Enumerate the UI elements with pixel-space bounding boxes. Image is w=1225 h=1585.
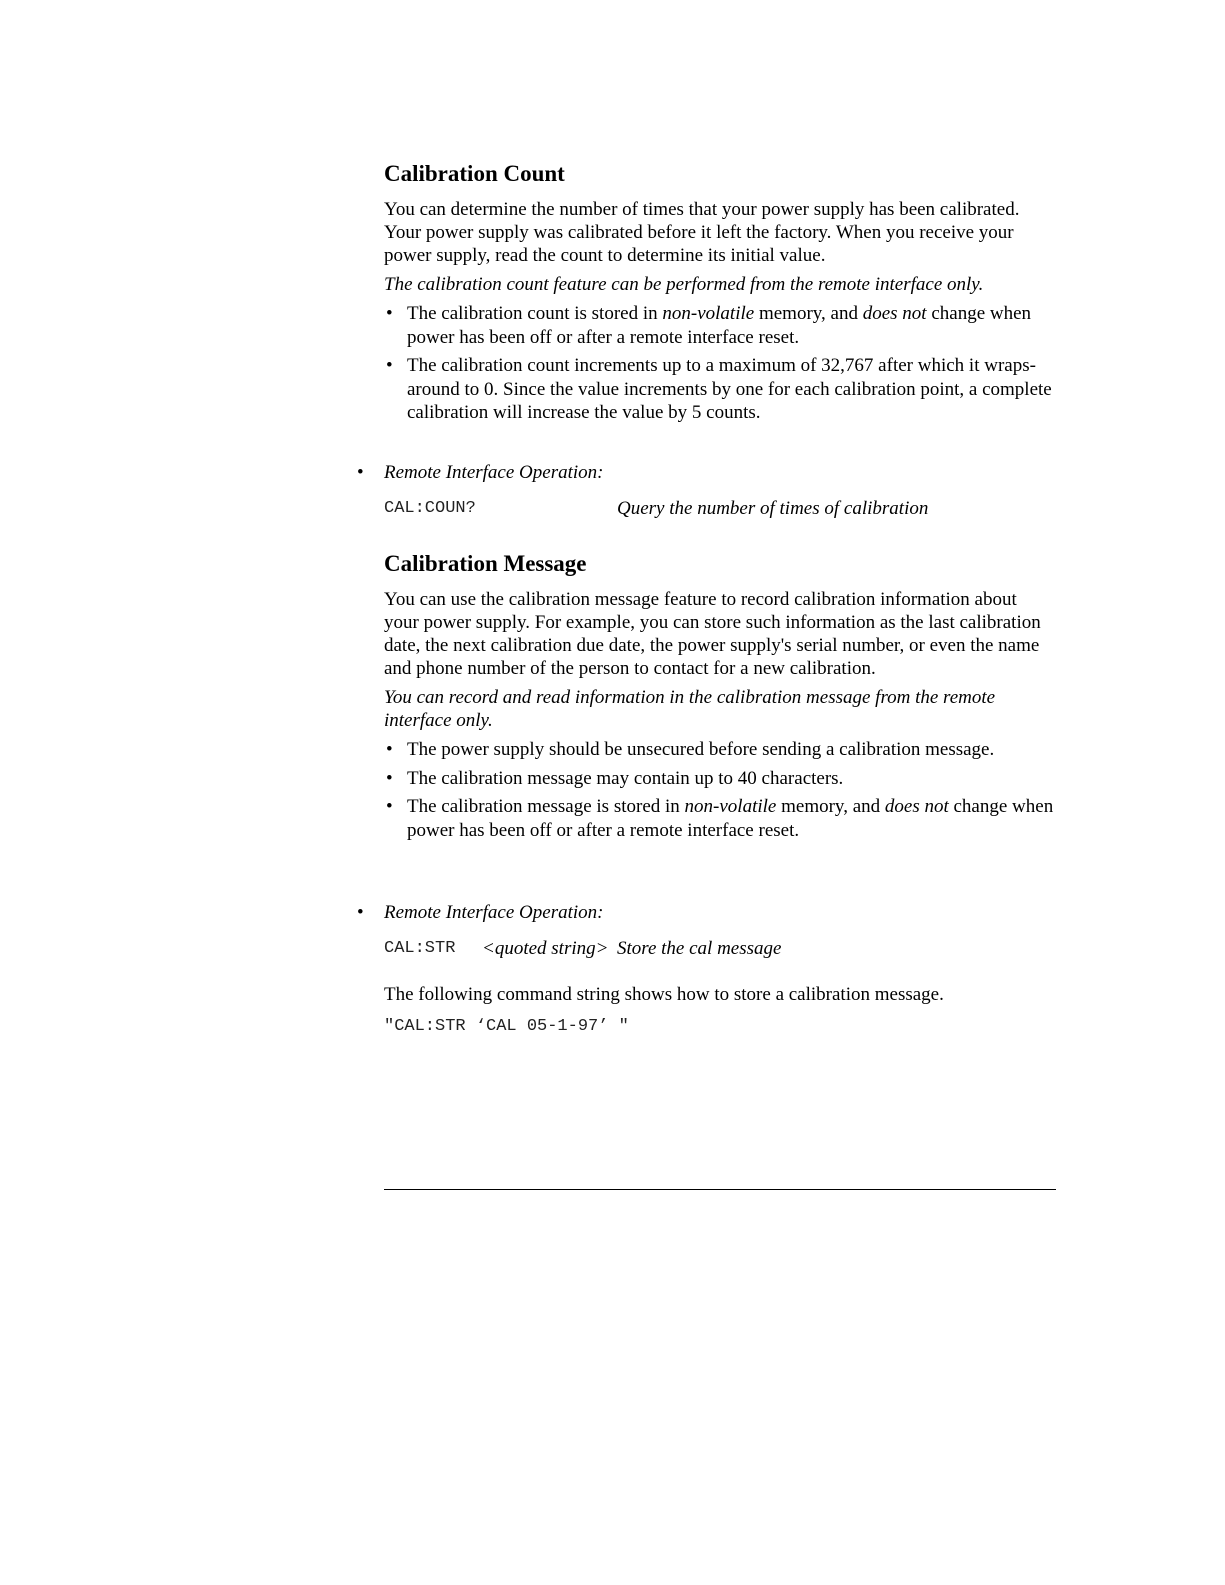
emphasis-text: non-volatile — [662, 303, 755, 324]
command-row — [384, 937, 1056, 961]
command-text: CAL:COUN? — [384, 499, 476, 518]
bullet-icon: • — [357, 462, 364, 483]
command-text: CAL:STR — [384, 939, 456, 958]
emphasis-text: non-volatile — [684, 796, 777, 817]
calibration-message-note: You can record and read information in the calibration message from the remote interface only. — [384, 687, 996, 731]
list-item — [384, 302, 1056, 349]
calibration-message-heading: Calibration Message — [384, 551, 587, 576]
bullet-text: memory, and — [754, 303, 863, 324]
list-item — [384, 738, 1056, 762]
calibration-count-note: The calibration count feature can be performed from the remote interface only. — [384, 274, 984, 295]
list-item — [384, 767, 1056, 791]
bullet-text: change when power has been off or after a remote interface reset. — [407, 796, 1054, 841]
bullet-text: The calibration count is stored in — [407, 303, 663, 324]
calibration-count-bullets — [384, 302, 1056, 425]
example-command: "CAL:STR ‘CAL 05-1-97’ " — [384, 1017, 629, 1036]
bullet-text: The calibration count increments up to a maximum of 32,767 after which it wraps-around to 0. Since the value increments by one for each calibration point, a complete calibration will increase the value by 5 counts. — [407, 355, 1052, 423]
calibration-count-heading: Calibration Count — [384, 161, 565, 186]
remote-interface-label: Remote Interface Operation: — [384, 902, 604, 923]
bullet-text: The calibration message is stored in — [407, 796, 685, 817]
calibration-message-section — [384, 550, 1056, 847]
command-description: Store the cal message — [617, 938, 782, 959]
emphasis-text: does not — [862, 303, 927, 324]
emphasis-text: does not — [884, 796, 949, 817]
remote-operation-message — [384, 901, 1056, 1038]
remote-operation-count — [384, 461, 1056, 521]
bullet-text: change when power has been off or after a remote interface reset. — [407, 303, 1032, 348]
bullet-icon: • — [386, 767, 393, 789]
calibration-message-intro: You can use the calibration message feature to record calibration information about your power supply. For example, you can store such information as the last calibration date, the next calibration due date, the power supply's serial number, or even the name and phone number of the person to contact for a new calibration. — [384, 589, 1041, 679]
bullet-icon: • — [386, 739, 393, 760]
calibration-message-bullets — [384, 738, 1056, 842]
calibration-count-intro: You can determine the number of times that your power supply has been calibrated. Your power supply was calibrated before it left the factory. When you receive your power supply, read the count to determine its initial value. — [384, 199, 1020, 266]
command-description: Query the number of times of calibration — [617, 498, 929, 519]
command-argument: <quoted string> — [482, 938, 609, 959]
bullet-text: The calibration message may contain up to 40 characters. — [407, 767, 844, 789]
footer-rule — [384, 1189, 1056, 1190]
bullet-icon: • — [386, 355, 393, 376]
list-item — [384, 354, 1056, 425]
remote-interface-label: Remote Interface Operation: — [384, 462, 604, 483]
command-row — [384, 497, 1056, 521]
bullet-icon: • — [386, 796, 393, 817]
bullet-text: The power supply should be unsecured before sending a calibration message. — [407, 739, 995, 760]
list-item — [384, 795, 1056, 842]
bullet-text: memory, and — [776, 796, 885, 817]
bullet-icon: • — [386, 303, 393, 324]
bullet-icon: • — [357, 902, 364, 923]
calibration-count-section — [384, 160, 1056, 430]
example-intro: The following command string shows how to store a calibration message. — [384, 984, 944, 1005]
